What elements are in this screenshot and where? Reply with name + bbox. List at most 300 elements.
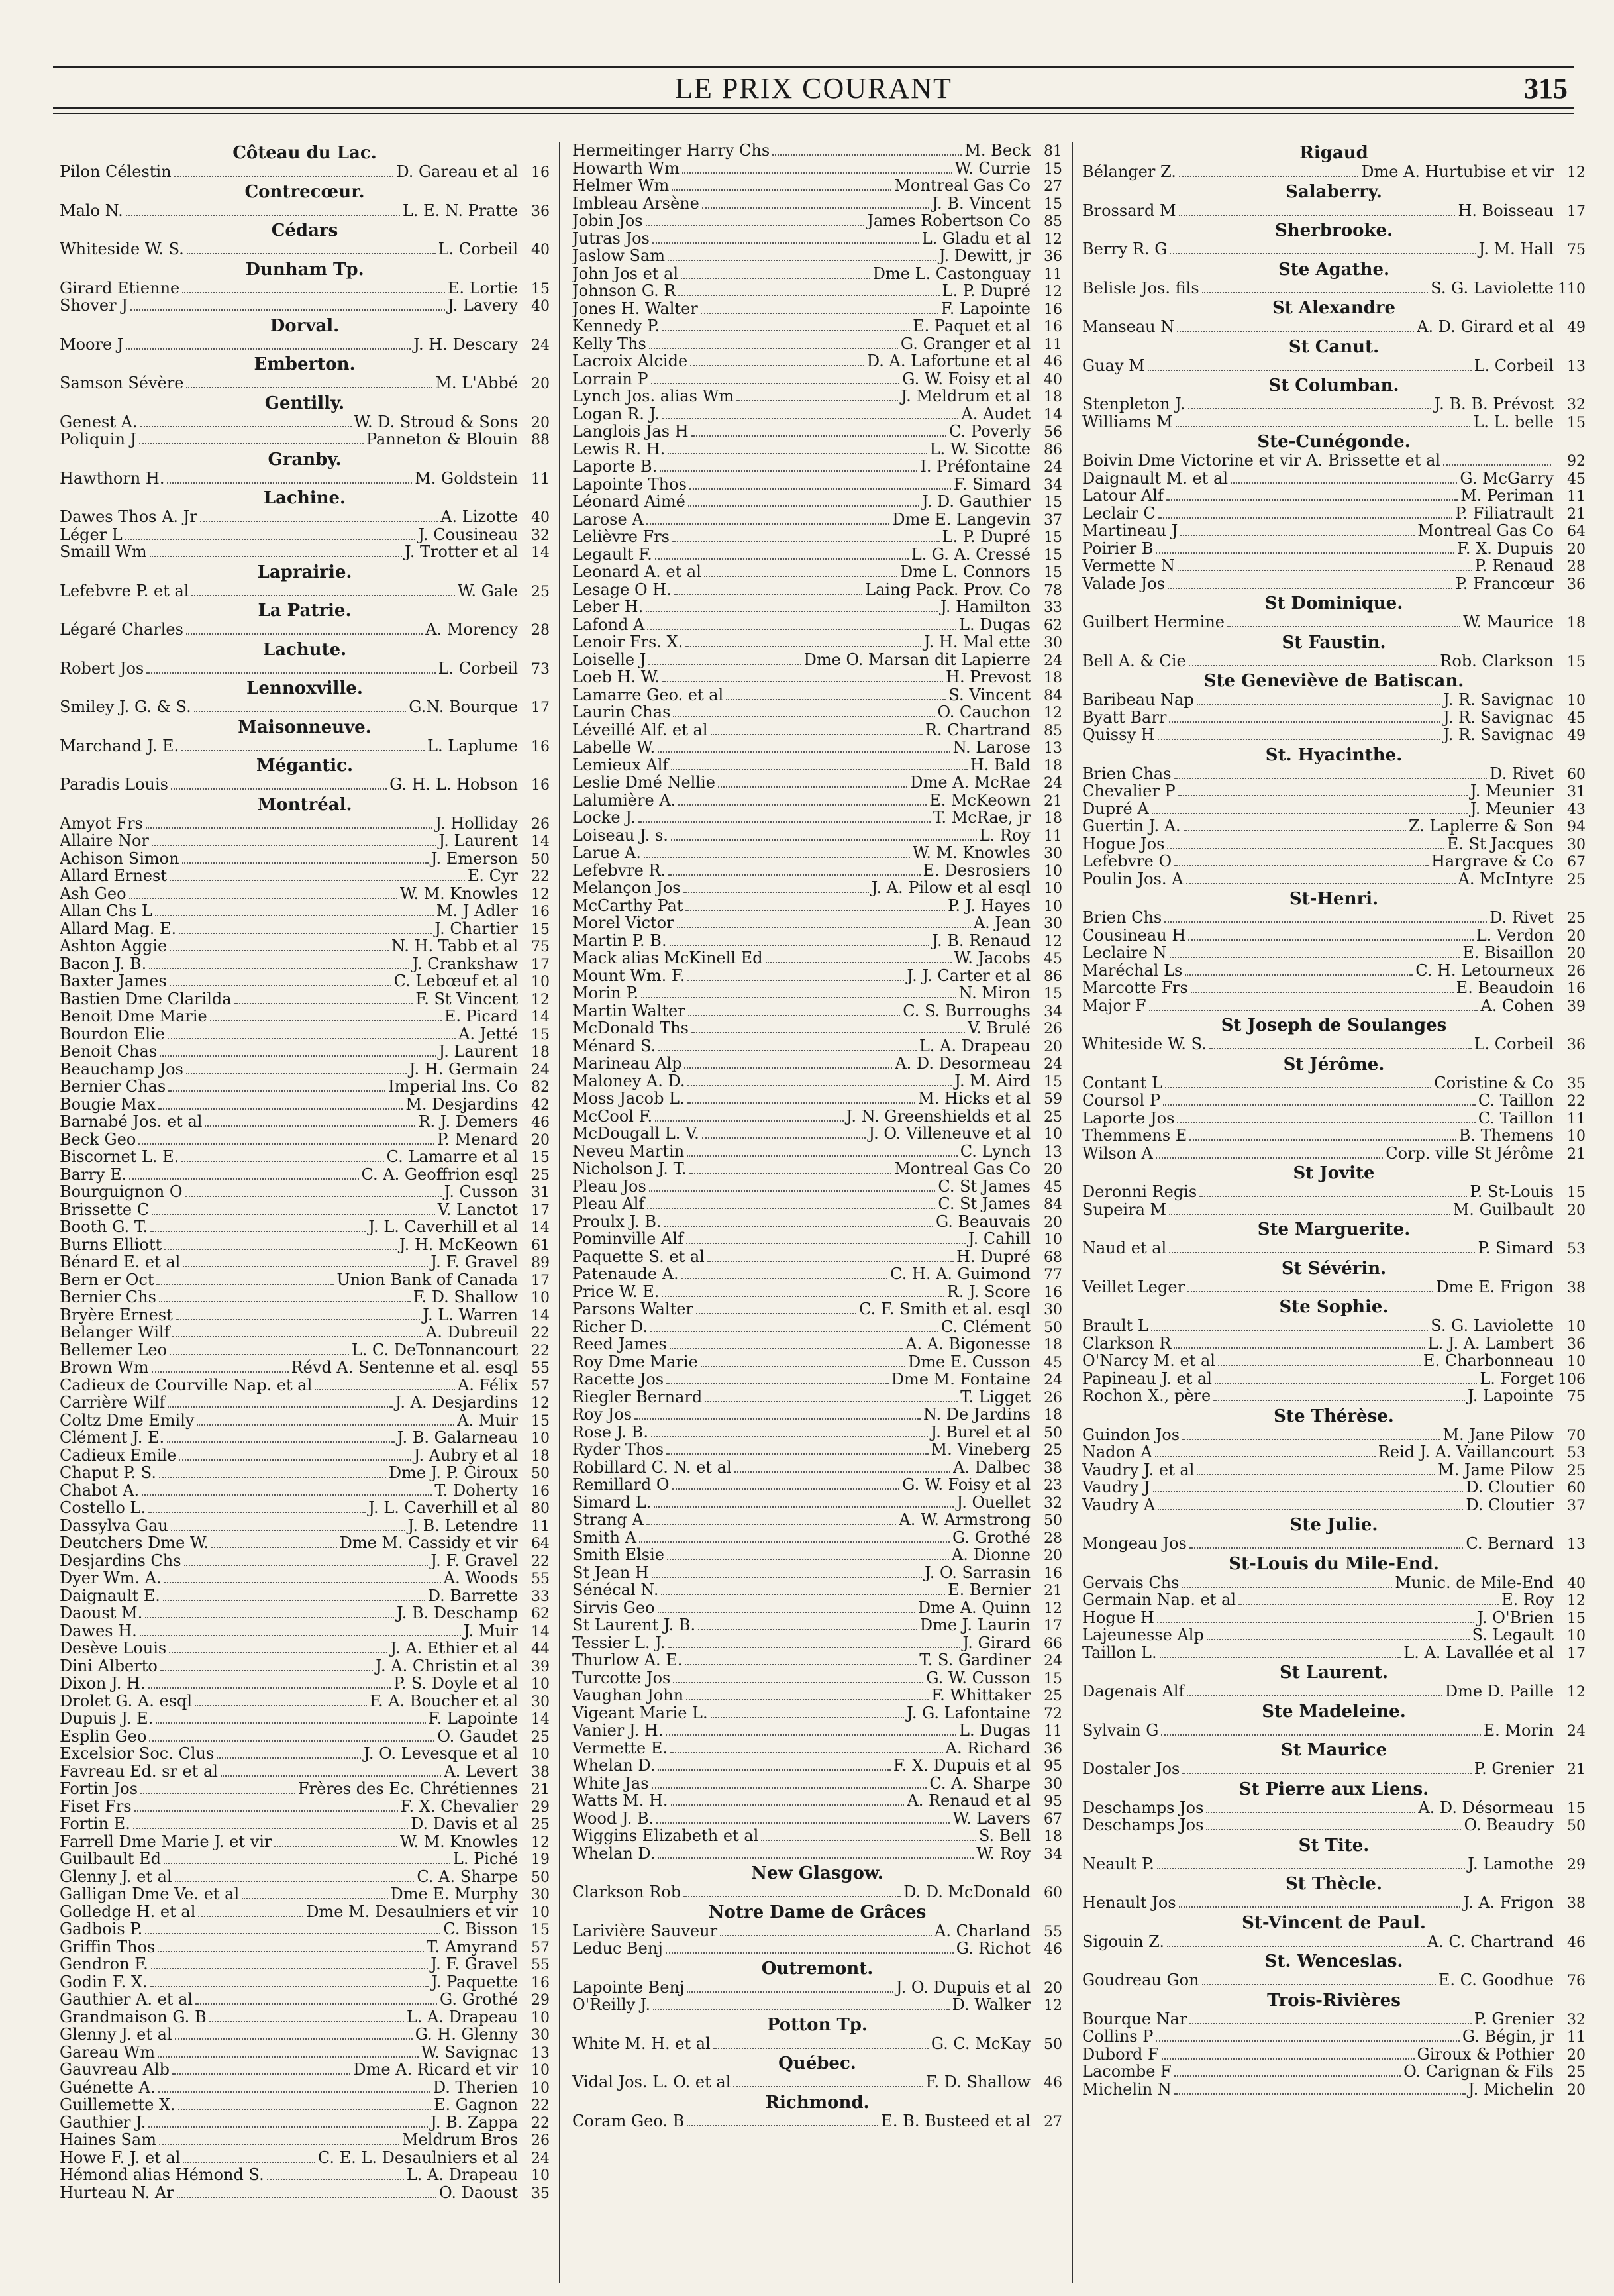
debtor-name: Chevalier P <box>1082 783 1176 800</box>
creditor-name: J. Holliday <box>435 815 518 833</box>
debtor-name: Loiselle J <box>572 651 646 669</box>
leader-dots <box>685 1664 917 1665</box>
creditor-name: D. Barrette <box>427 1587 518 1605</box>
amount: 32 <box>1567 397 1586 413</box>
leader-dots <box>171 788 387 790</box>
locality-heading: St. Wenceslas. <box>1264 1952 1403 1971</box>
creditor-name: M. Desjardins <box>405 1096 518 1114</box>
leader-dots <box>168 1038 456 1039</box>
leader-dots <box>668 260 936 261</box>
creditor-name: J. Laurent <box>438 1043 518 1061</box>
debtor-name: Pilon Célestin <box>60 164 172 181</box>
leader-dots <box>683 1896 901 1897</box>
creditor-name: J. Meldrum et al <box>901 388 1031 405</box>
leader-dots <box>151 1968 429 1969</box>
amount: 46 <box>1044 2075 1062 2091</box>
judgment-entry <box>1082 319 1586 337</box>
creditor-name: A. Jetté <box>458 1025 518 1043</box>
leader-dots <box>1163 1104 1476 1106</box>
debtor-name: Beauchamp Jos <box>60 1061 183 1078</box>
judgment-entry <box>572 1143 1062 1161</box>
debtor-name: Cadieux de Courville Nap. et al <box>60 1377 313 1394</box>
locality-section <box>60 601 550 639</box>
amount: 16 <box>531 904 550 920</box>
locality-section <box>60 260 550 315</box>
debtor-name: Quissy H <box>1082 727 1155 744</box>
locality-section <box>60 489 550 562</box>
creditor-name: F. X. Dupuis <box>1456 540 1554 558</box>
leader-dots <box>146 672 435 674</box>
debtor-name: Legault F. <box>572 546 652 564</box>
debtor-name: Leduc Benj <box>572 1940 663 1957</box>
debtor-name: Glenny J. et al <box>60 1868 172 1886</box>
amount: 15 <box>1044 1670 1062 1687</box>
judgment-entry <box>1082 614 1586 632</box>
judgment-entry <box>1082 1722 1586 1740</box>
judgment-entry <box>60 1535 550 1553</box>
leader-dots <box>673 1682 923 1683</box>
judgment-entry <box>60 956 550 974</box>
debtor-name: Byatt Barr <box>1082 709 1167 727</box>
judgment-entry <box>60 375 550 393</box>
leader-dots <box>1207 1639 1470 1640</box>
leader-dots <box>1180 535 1415 536</box>
creditor-name: G. C. McKay <box>931 2035 1031 2053</box>
judgment-entry <box>60 2009 550 2027</box>
leader-dots <box>639 1541 950 1543</box>
judgment-entry <box>60 2026 550 2044</box>
debtor-name: Dupré A <box>1082 800 1149 818</box>
amount: 81 <box>1044 143 1062 160</box>
creditor-name: Montreal Gas Co <box>894 178 1031 195</box>
judgment-entry <box>572 564 1062 582</box>
creditor-name: J. B. Galarneau <box>397 1430 518 1447</box>
debtor-name: Pominville Alf <box>572 1231 683 1248</box>
amount: 15 <box>1044 160 1062 178</box>
creditor-name: I. Préfontaine <box>920 458 1031 476</box>
judgment-entry <box>60 1781 550 1799</box>
judgment-entry <box>1082 2028 1586 2046</box>
judgment-entry <box>60 1500 550 1518</box>
judgment-entry <box>1082 1575 1586 1592</box>
debtor-name: Vermette N <box>1082 558 1175 575</box>
locality-section <box>572 2093 1062 2131</box>
creditor-name: J. Meunier <box>1470 800 1554 818</box>
debtor-name: Rose J. B. <box>572 1424 648 1441</box>
creditor-name: S. G. Laviolette <box>1431 280 1554 297</box>
creditor-name: Dme O. Marsan dit Lapierre <box>803 651 1031 669</box>
debtor-name: Leonard A. et al <box>572 564 701 581</box>
debtor-name: Lenoir Frs. X. <box>572 634 683 651</box>
debtor-name: Tessier L. J. <box>572 1634 666 1652</box>
leader-dots <box>707 1261 954 1262</box>
amount: 15 <box>1044 564 1062 581</box>
debtor-name: Bryère Ernest <box>60 1306 173 1324</box>
judgment-entry <box>572 1389 1062 1407</box>
debtor-name: Lapointe Thos <box>572 476 687 494</box>
amount: 11 <box>531 1518 550 1535</box>
locality-heading: Lennoxville. <box>246 678 363 698</box>
judgment-entry <box>60 699 550 717</box>
amount: 20 <box>531 1131 550 1149</box>
debtor-name: Johnson G. R <box>572 283 676 300</box>
leader-dots <box>652 1577 922 1578</box>
locality-heading: Potton Tp. <box>766 2014 868 2035</box>
amount: 45 <box>1044 951 1062 967</box>
judgment-entry <box>1082 1462 1586 1480</box>
leader-dots <box>209 2021 404 2022</box>
amount: 12 <box>531 1395 550 1412</box>
leader-dots <box>718 786 908 788</box>
locality-heading: Ste Geneviève de Batiscan. <box>1203 671 1464 691</box>
locality-heading: St Joseph de Soulanges <box>1221 1016 1447 1035</box>
leader-dots <box>653 2009 949 2010</box>
amount: 72 <box>1044 1705 1062 1722</box>
leader-dots <box>1176 426 1471 427</box>
judgment-entry <box>60 1219 550 1237</box>
leader-dots <box>170 950 389 951</box>
leader-dots <box>175 1881 415 1882</box>
leader-dots <box>267 2179 404 2180</box>
debtor-name: Moss Jacob L. <box>572 1090 685 1108</box>
debtor-name: Beck Geo <box>60 1131 136 1149</box>
debtor-name: Wilson A <box>1082 1145 1153 1163</box>
creditor-name: J. J. Carter et al <box>907 967 1031 985</box>
debtor-name: Imbleau Arsène <box>572 195 699 213</box>
amount: 76 <box>1567 1973 1586 1989</box>
leader-dots <box>683 892 869 893</box>
creditor-name: J. D. Gauthier <box>921 494 1031 511</box>
judgment-entry <box>1082 1184 1586 1202</box>
judgment-entry <box>1082 1075 1586 1093</box>
creditor-name: J. Trotter et al <box>405 544 518 561</box>
leader-dots <box>733 2086 923 2087</box>
creditor-name: J. Hamilton <box>940 599 1031 616</box>
judgment-entry <box>60 886 550 904</box>
creditor-name: Dme A. Ricard et vir <box>353 2061 518 2079</box>
creditor-name: J. Lavery <box>447 297 518 315</box>
judgment-entry <box>572 880 1062 898</box>
leader-dots <box>149 968 409 969</box>
leader-dots <box>163 1600 425 1601</box>
amount: 25 <box>531 1167 550 1184</box>
amount: 15 <box>1044 529 1062 546</box>
header-rule-bottom-2 <box>53 113 1574 114</box>
creditor-name: E. Bernier <box>948 1582 1031 1599</box>
creditor-name: W. Roy <box>976 1845 1031 1863</box>
judgment-entry <box>572 1003 1062 1021</box>
leader-dots <box>1152 813 1468 814</box>
amount: 33 <box>1044 600 1062 616</box>
page-number: 315 <box>1524 72 1568 105</box>
leader-dots <box>158 2056 419 2058</box>
creditor-name: W. Savignac <box>421 2044 518 2061</box>
leader-dots <box>726 699 946 700</box>
leader-dots <box>687 1155 958 1157</box>
judgment-entry <box>572 476 1062 494</box>
amount: 60 <box>1567 766 1586 783</box>
debtor-name: Lelièvre Frs <box>572 529 670 546</box>
creditor-name: P. Grenier <box>1474 2010 1554 2028</box>
leader-dots <box>155 915 434 916</box>
creditor-name: J. Muir <box>463 1622 518 1640</box>
creditor-name: D. Rivet <box>1489 910 1554 927</box>
amount: 24 <box>531 1061 550 1078</box>
creditor-name: F. Simard <box>953 476 1031 494</box>
leader-dots <box>666 1952 954 1954</box>
creditor-name: J. B. Vincent <box>932 195 1031 213</box>
leader-dots <box>167 1441 395 1443</box>
locality-heading: St Jovite <box>1293 1163 1375 1183</box>
creditor-name: Dme M. Fontaine <box>891 1371 1031 1388</box>
leader-dots <box>655 558 909 560</box>
locality-heading: Cédars <box>271 221 338 240</box>
judgment-entry <box>572 1090 1062 1108</box>
debtor-name: Brossard M <box>1082 202 1176 220</box>
creditor-name: D. Therien <box>432 2079 518 2097</box>
judgment-entry <box>572 1705 1062 1723</box>
debtor-name: Bélanger Z. <box>1082 164 1176 181</box>
creditor-name: James Robertson Co <box>867 213 1031 230</box>
judgment-entry <box>1082 1536 1586 1553</box>
creditor-name: W. D. Stroud & Sons <box>354 413 518 431</box>
amount: 15 <box>531 1026 550 1043</box>
amount: 25 <box>1044 1442 1062 1459</box>
creditor-name: J. B. Zappa <box>430 2114 518 2132</box>
judgment-entry <box>1082 945 1586 963</box>
debtor-name: Griffin Thos <box>60 1938 156 1956</box>
locality-section <box>1082 1836 1586 1874</box>
locality-section <box>1082 183 1586 221</box>
locality-section <box>1082 890 1586 1015</box>
debtor-name: Allan Chs L <box>60 903 152 920</box>
amount: 15 <box>1567 1184 1586 1201</box>
creditor-name: M. Jame Pilow <box>1438 1461 1554 1479</box>
debtor-name: Burns Elliott <box>60 1236 162 1254</box>
leader-dots <box>1168 588 1452 589</box>
judgment-entry <box>572 617 1062 635</box>
creditor-name: G. W. Foisy et al <box>902 370 1031 388</box>
creditor-name: J. R. Savignac <box>1443 709 1554 727</box>
leader-dots <box>674 594 862 595</box>
creditor-name: L. E. N. Pratte <box>402 202 518 220</box>
leader-dots <box>1182 1439 1440 1440</box>
creditor-name: A. D. Girard et al <box>1417 319 1554 336</box>
amount: 31 <box>531 1184 550 1201</box>
judgment-entry <box>60 1114 550 1131</box>
judgment-entry <box>60 431 550 449</box>
judgment-entry <box>572 547 1062 564</box>
amount: 70 <box>1567 1427 1586 1444</box>
amount: 25 <box>1044 1108 1062 1125</box>
amount: 40 <box>1567 1575 1586 1592</box>
debtor-name: Gervais Chs <box>1082 1574 1180 1592</box>
locality-heading: Laprairie. <box>257 562 352 582</box>
creditor-name: C. E. L. Desaulniers et al <box>317 2149 518 2167</box>
creditor-name: E. C. Goodhue <box>1438 1972 1554 1989</box>
debtor-name: Wood J. B. <box>572 1810 654 1828</box>
amount: 46 <box>1044 354 1062 370</box>
creditor-name: M. Beck <box>964 142 1031 160</box>
amount: 22 <box>531 2114 550 2132</box>
debtor-name: Vaudry A <box>1082 1496 1156 1514</box>
amount: 16 <box>531 1974 550 1991</box>
debtor-name: Dawes Thos A. Jr <box>60 509 197 526</box>
locality-section <box>60 355 550 393</box>
amount: 38 <box>1044 1459 1062 1477</box>
judgment-entry <box>572 1757 1062 1775</box>
leader-dots <box>647 629 956 630</box>
creditor-name: T. Doherty <box>434 1482 518 1500</box>
judgment-entry <box>1082 910 1586 927</box>
judgment-entry <box>572 1582 1062 1600</box>
amount: 15 <box>1044 195 1062 213</box>
locality-heading: Ste-Cunégonde. <box>1257 432 1411 452</box>
judgment-entry <box>60 851 550 868</box>
judgment-entry <box>60 1869 550 1887</box>
creditor-name: E. Morin <box>1483 1722 1554 1740</box>
creditor-name: P. Grenier <box>1474 1761 1554 1778</box>
creditor-name: L. Verdon <box>1476 927 1554 945</box>
leader-dots <box>668 874 920 876</box>
leader-dots <box>158 2091 430 2093</box>
creditor-name: J. A. Pilow et al esql <box>871 880 1031 897</box>
judgment-entry <box>572 336 1062 354</box>
judgment-entry <box>572 1161 1062 1178</box>
creditor-name: A. Audet <box>961 405 1031 423</box>
amount: 10 <box>1044 880 1062 897</box>
locality-section <box>1082 633 1586 671</box>
leader-dots <box>664 1226 933 1227</box>
judgment-entry <box>572 458 1062 476</box>
judgment-entry <box>572 1371 1062 1389</box>
amount: 24 <box>531 2150 550 2167</box>
amount: 30 <box>1044 845 1062 862</box>
judgment-entry <box>60 1640 550 1658</box>
amount: 22 <box>531 1553 550 1570</box>
creditor-name: C. Lamarre et al <box>386 1149 518 1166</box>
creditor-name: L. Corbeil <box>438 660 518 678</box>
amount: 45 <box>1044 1178 1062 1196</box>
locality-section <box>1082 746 1586 889</box>
leader-dots <box>705 1401 958 1402</box>
debtor-name: Morin P. <box>572 985 639 1002</box>
creditor-name: A. A. Bigonesse <box>905 1336 1031 1353</box>
amount: 18 <box>531 1044 550 1061</box>
leader-dots <box>274 1846 397 1847</box>
creditor-name: J. O. Sarrasin <box>925 1564 1031 1582</box>
creditor-name: C. Lebœuf et al <box>393 973 518 990</box>
judgment-entry <box>572 933 1062 951</box>
judgment-entry <box>60 1518 550 1536</box>
amount: 55 <box>1044 1923 1062 1940</box>
debtor-name: Benoit Chas <box>60 1043 158 1061</box>
creditor-name: N. De Jardins <box>923 1406 1031 1424</box>
amount: 24 <box>1567 1722 1586 1740</box>
amount: 10 <box>1044 862 1062 880</box>
debtor-name: Neveu Martin <box>572 1143 685 1161</box>
debtor-name: Turcotte Jos <box>572 1669 671 1687</box>
leader-dots <box>140 426 352 427</box>
leader-dots <box>133 1828 408 1829</box>
amount: 64 <box>531 1536 550 1552</box>
debtor-name: Bellemer Leo <box>60 1341 168 1359</box>
leader-dots <box>698 1629 917 1630</box>
amount: 14 <box>531 545 550 561</box>
locality-heading: Dorval. <box>270 315 340 336</box>
creditor-name: F. Whittaker <box>931 1687 1031 1704</box>
judgment-entry <box>60 1149 550 1167</box>
leader-dots <box>650 1331 938 1332</box>
debtor-name: Dubord F <box>1082 2046 1159 2063</box>
leader-dots <box>172 2073 350 2075</box>
leader-dots <box>186 633 423 635</box>
debtor-name: Laurin Chas <box>572 704 671 721</box>
amount: 26 <box>1567 963 1586 980</box>
debtor-name: Bacon J. B. <box>60 955 147 973</box>
leader-dots <box>658 751 950 753</box>
creditor-name: E. Picard <box>444 1008 518 1025</box>
debtor-name: Lefebvre O <box>1082 853 1172 870</box>
amount: 30 <box>531 2027 550 2044</box>
leader-dots <box>1215 1383 1477 1384</box>
locality-heading: New Glasgow. <box>751 1863 883 1883</box>
judgment-entry <box>572 1459 1062 1477</box>
leader-dots <box>1189 1547 1463 1549</box>
leader-dots <box>182 862 429 864</box>
amount: 13 <box>1044 740 1062 757</box>
amount: 13 <box>1044 1143 1062 1161</box>
leader-dots <box>1177 331 1414 332</box>
creditor-name: W. Lavers <box>952 1810 1031 1828</box>
locality-section <box>1082 1259 1586 1297</box>
locality-heading: Contrecœur. <box>244 182 365 202</box>
debtor-name: Vidal Jos. L. O. et al <box>572 2074 731 2091</box>
amount: 11 <box>1567 2029 1586 2046</box>
amount: 62 <box>1044 617 1062 634</box>
judgment-entry <box>572 599 1062 617</box>
creditor-name: J. Meunier <box>1470 783 1554 800</box>
judgment-entry <box>572 862 1062 880</box>
leader-dots <box>158 1951 424 1952</box>
judgment-entry <box>60 1623 550 1641</box>
creditor-name: Dme L. Connors <box>900 564 1031 581</box>
leader-dots <box>670 945 930 946</box>
creditor-name: J. H. Germain <box>409 1061 518 1078</box>
locality-heading: St Laurent. <box>1279 1663 1389 1683</box>
amount: 15 <box>531 280 550 297</box>
judgment-entry <box>1082 1800 1586 1818</box>
debtor-name: Logan R. J. <box>572 405 660 423</box>
creditor-name: Dme E. Langevin <box>892 511 1031 529</box>
debtor-name: Pleau Jos <box>572 1178 646 1196</box>
creditor-name: A. Jean <box>973 915 1031 932</box>
amount: 20 <box>1567 927 1586 945</box>
debtor-name: Strang A <box>572 1512 644 1529</box>
amount: 10 <box>1044 898 1062 915</box>
leader-dots <box>181 1161 383 1162</box>
leader-dots <box>170 1354 349 1355</box>
leader-dots <box>1174 2075 1401 2077</box>
leader-dots <box>1188 939 1473 941</box>
leader-dots <box>661 1594 945 1595</box>
debtor-name: Patenaude A. <box>572 1266 679 1283</box>
leader-dots <box>152 1214 435 1215</box>
locality-heading: Richmond. <box>765 2092 870 2113</box>
amount: 30 <box>1044 1302 1062 1318</box>
debtor-name: Dixon J. H. <box>60 1675 146 1693</box>
leader-dots <box>1174 865 1429 866</box>
